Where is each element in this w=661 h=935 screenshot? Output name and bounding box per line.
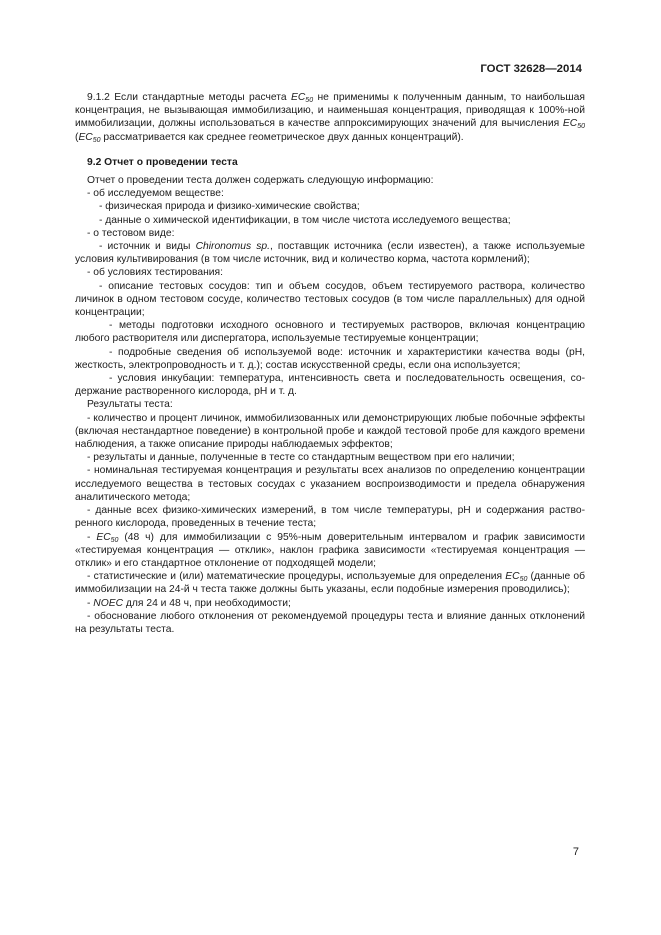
list-label-test-species: - о тестовом виде: bbox=[87, 227, 175, 239]
list-item: - количество и процент личинок, иммобилизованных или демонстрирующих любые побочные эффекты (включая нестандартное поведение) в контрольной пробе и каждой тестовой пробе для каждого времени наблюдения, а также описание природы наблюдаемых эффектов; bbox=[75, 412, 585, 451]
list-item: - физическая природа и физико-химические свойства; bbox=[99, 201, 360, 213]
list-item: - источник и виды Chironomus sp., поставщик источника (если известен), а также используемые условия культивирования (в том числе источник, вид и количество корма, частота кормлений); bbox=[75, 241, 586, 266]
list-item: - подробные сведения об используемой воде: источник и характеристики качества воды (pH, жесткость, электропроводность и т. д.); состав искусственной среды, если она используется; bbox=[75, 346, 585, 371]
ec50-symbol: $EC_{50}$ bbox=[290, 92, 314, 104]
noec-symbol: NOEC bbox=[93, 597, 124, 609]
list-item: - данные всех физико-химических измерений, в том числе температуры, pH и содержания растворенного кислорода, проведенных в течение теста; bbox=[75, 505, 585, 530]
ec50-symbol: $EC_{50}$ bbox=[78, 131, 101, 144]
list-item: - методы подготовки исходного основного и тестируемых растворов, включая концентрацию любого растворителя или диспергатора, используемые тестируемые концентрации; bbox=[75, 320, 585, 345]
list-label-conditions: - об условиях тестирования: bbox=[87, 267, 223, 279]
list-item: - обоснование любого отклонения от рекомендуемой процедуры теста и влияние данных отклонений на результаты теста. bbox=[75, 610, 585, 635]
ec50-symbol: $EC_{50}$ bbox=[96, 531, 119, 544]
list-item: - условия инкубации: температура, интенсивность света и последовательность освещения, содержание растворенного кислорода, pH и т. д. bbox=[75, 373, 585, 398]
list-item: - данные о химической идентификации, в том числе чистота исследуемого вещества; bbox=[99, 214, 511, 226]
list-label-substance: - об исследуемом веществе: bbox=[87, 188, 224, 200]
list-item: - NOEC для 24 и 48 ч, при необходимости; bbox=[87, 597, 291, 609]
ec50-symbol: $EC_{50}$ bbox=[562, 118, 585, 131]
list-label-results: Результаты теста: bbox=[87, 399, 173, 411]
list-item: - статистические и (или) математические процедуры, используемые для определения $EC_{50}$ (данные об иммобилизации на 24-й ч теста также должны быть указаны, если подобные измерения проводились); bbox=[75, 571, 585, 596]
report-intro: Отчет о проведении теста должен содержать следующую информацию: bbox=[87, 175, 434, 187]
list-item: - описание тестовых сосудов: тип и объем сосудов, объем тестируемого раствора, количество личинок в одном тестовом сосуде, количество тестовых сосудов (в том числе параллельных) для одной концентрации; bbox=[75, 280, 585, 319]
list-item: - результаты и данные, полученные в тесте со стандартным веществом при его наличии; bbox=[87, 452, 515, 464]
document-id: ГОСТ 32628—2014 bbox=[480, 63, 582, 75]
section-title: 9.2 Отчет о проведении теста bbox=[87, 156, 238, 168]
document-body bbox=[75, 91, 585, 636]
list-item: - $EC_{50}$ (48 ч) для иммобилизации с 95%-ным доверительным интервалом и график зависимости «тестируемая концентрация — отклик», наклон графика зависимости «тестируемая концентрация — отклик» и его стандартное отклонение от подходящей модели; bbox=[75, 531, 585, 569]
ec50-symbol: $EC_{50}$ bbox=[505, 571, 528, 584]
species-name: Chironomus sp. bbox=[195, 241, 270, 253]
paragraph-9-1-2: 9.1.2 Если стандартные методы расчета $EC_{50}$ не применимы к полученным данным, то наибольшая концентрация, не вызывающая иммобилизацию, и наименьшая концентрация, приводящая к 100%-ной иммобилизации, должны использоваться в качестве аппроксимирующих значений для вычисления $EC_{50}$ ($EC_{50}$ рассматривается как среднее геометрическое двух данных концентраций). bbox=[75, 92, 585, 144]
page-number: 7 bbox=[572, 846, 579, 858]
list-item: - номинальная тестируемая концентрация и результаты всех анализов по определению концентрации исследуемого вещества в тестовых сосудах с указанием воспроизводимости и предела обнаружения аналитического метода; bbox=[75, 465, 585, 503]
